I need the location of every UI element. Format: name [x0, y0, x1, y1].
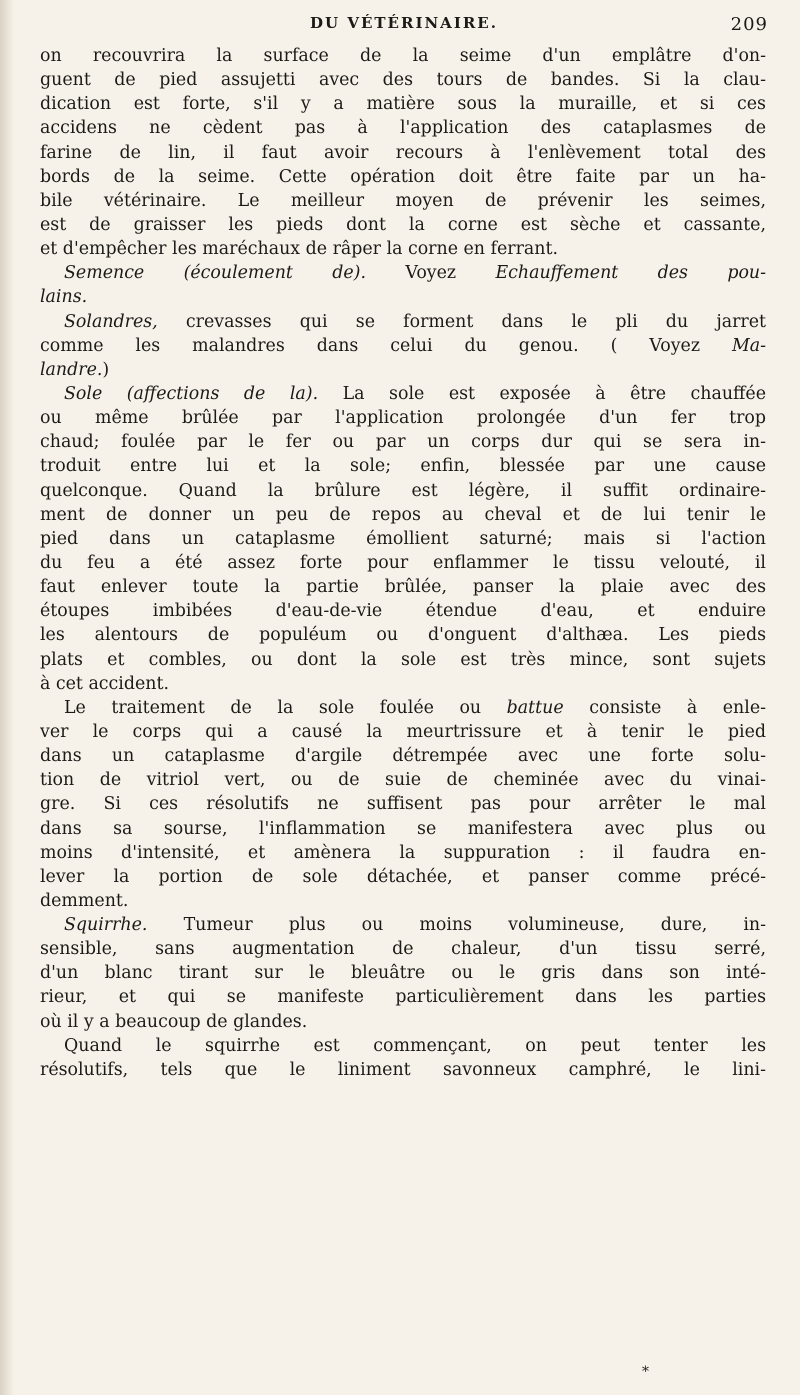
text-line: dans sa sourse, l'inflammation se manifestera avec plus ou — [40, 818, 766, 839]
text-line: guent de pied assujetti avec des tours de bandes. Si la clau- — [40, 70, 766, 91]
text-line: troduit entre lui et la sole; enfin, blessée par une cause — [40, 456, 766, 477]
body-text — [40, 44, 766, 1082]
entry-solandres: Solandres, crevasses qui se forment dans le pli du jarret — [64, 311, 766, 332]
paragraph-battue: Le traitement de la sole foulée ou battue consiste à enle- — [64, 697, 766, 718]
text-line: pied dans un cataplasme émollient saturné; mais si l'action — [40, 528, 766, 549]
text-line: ment de donner un peu de repos au cheval et de lui tenir le — [40, 504, 766, 525]
text-line: tion de vitriol vert, ou de suie de cheminée avec du vinai- — [40, 770, 766, 791]
text-line: faut enlever toute la partie brûlée, panser la plaie avec des — [40, 577, 766, 598]
text-line: rieur, et qui se manifeste particulièrement dans les parties — [40, 987, 766, 1008]
text-line: bords de la seime. Cette opération doit être faite par un ha- — [40, 166, 766, 187]
text-line: à cet accident. — [40, 673, 169, 694]
text-line: étoupes imbibées d'eau-de-vie étendue d'eau, et enduire — [40, 601, 766, 622]
entry-sole: Sole (affections de la). La sole est exposée à être chauffée — [64, 383, 766, 404]
entry-title-squirrhe: Squirrhe. — [64, 915, 148, 936]
text-line: comme les malandres dans celui du genou. ( Voyez Ma- — [40, 335, 766, 356]
text-line: dans un cataplasme d'argile détrempée avec une forte solu- — [40, 746, 766, 767]
text-line: est de graisser les pieds dont la corne est sèche et cassante, — [40, 214, 766, 235]
page-header — [40, 14, 768, 44]
text-line: sensible, sans augmentation de chaleur, d'un tissu serré, — [40, 939, 766, 960]
entry-semence: Semence (écoulement de). Voyez Echauffement des pou- — [64, 263, 766, 284]
entry-title-solandres: Solandres, — [64, 311, 158, 332]
text-line: d'un blanc tirant sur le bleuâtre ou le gris dans son inté- — [40, 963, 766, 984]
text-line: où il y a beaucoup de glandes. — [40, 1011, 308, 1032]
text-line: les alentours de populéum ou d'onguent d'althæa. Les pieds — [40, 625, 766, 646]
text-line: plats et combles, ou dont la sole est très mince, sont sujets — [40, 649, 766, 670]
text-line: ver le corps qui a causé la meurtrissure et à tenir le pied — [40, 721, 766, 742]
cross-reference: Ma- — [731, 335, 766, 356]
entry-title-semence: Semence (écoulement de). — [64, 263, 366, 284]
text-line: Quand le squirrhe est commençant, on peut tenter les — [64, 1035, 766, 1056]
text-line: on recouvrira la surface de la seime d'un emplâtre d'on- — [40, 46, 766, 66]
entry-title-sole: Sole (affections de la). — [64, 383, 319, 404]
text-line: demment. — [40, 890, 129, 911]
page-gutter-shadow — [0, 0, 14, 1395]
signature-mark: * — [642, 1364, 649, 1380]
text-line: farine de lin, il faut avoir recours à l'enlèvement total des — [40, 142, 766, 163]
running-head: DU VÉTÉRINAIRE. — [310, 14, 498, 32]
text-line: bile vétérinaire. Le meilleur moyen de prévenir les seimes, — [40, 190, 766, 211]
cross-reference: Echauffement des pou- — [495, 263, 766, 284]
text-line: et d'empêcher les maréchaux de râper la corne en ferrant. — [40, 239, 558, 260]
page-number: 209 — [730, 14, 768, 35]
text-line: gre. Si ces résolutifs ne suffisent pas pour arrêter le mal — [40, 794, 766, 815]
text-line: du feu a été assez forte pour enflammer le tissu velouté, il — [40, 552, 766, 573]
text-line: landre.) — [40, 359, 110, 380]
entry-squirrhe: Squirrhe. Tumeur plus ou moins volumineuse, dure, in- — [64, 915, 766, 936]
text-line: moins d'intensité, et amènera la suppuration : il faudra en- — [40, 842, 766, 863]
text-line: quelconque. Quand la brûlure est légère, il suffit ordinaire- — [40, 480, 766, 501]
text-line: lains. — [40, 287, 88, 308]
text-line: ou même brûlée par l'application prolongée d'un fer trop — [40, 408, 766, 429]
text-line: chaud; foulée par le fer ou par un corps dur qui se sera in- — [40, 432, 766, 453]
text-line: dication est forte, s'il y a matière sous la muraille, et si ces — [40, 94, 766, 115]
text-line: lever la portion de sole détachée, et panser comme précé- — [40, 866, 766, 887]
text-line: résolutifs, tels que le liniment savonneux camphré, le lini- — [40, 1059, 766, 1080]
text-line: accidens ne cèdent pas à l'application des cataplasmes de — [40, 118, 766, 139]
